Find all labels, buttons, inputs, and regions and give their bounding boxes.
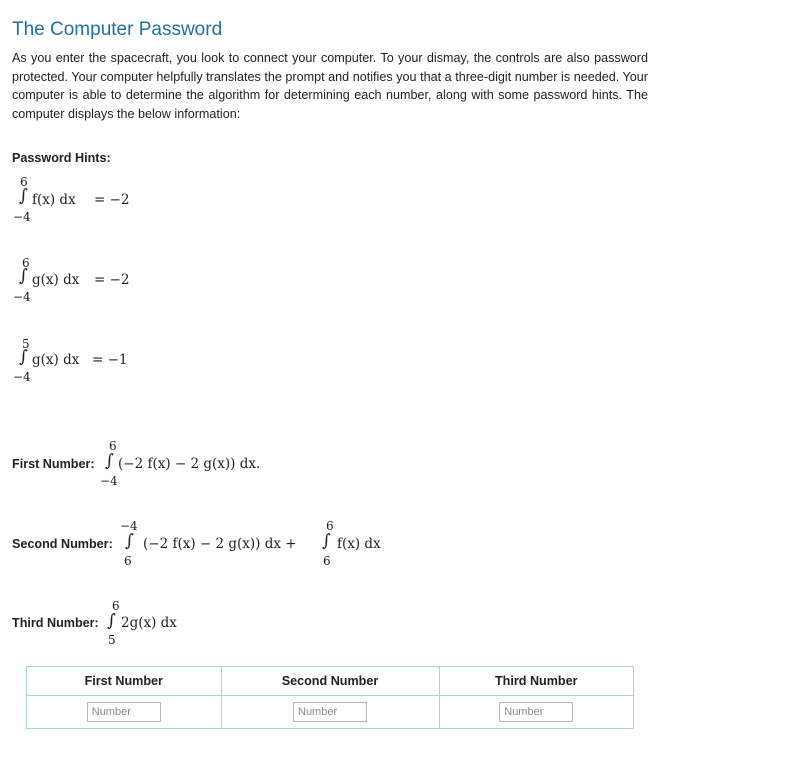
answer-table xyxy=(26,666,634,729)
hint-2-lower-limit: −4 xyxy=(13,290,31,304)
third-upper-limit: 6 xyxy=(112,599,120,613)
hint-3-lower-limit: −4 xyxy=(13,370,31,384)
integral-sign-icon: ∫ xyxy=(19,347,28,367)
first-number-input[interactable] xyxy=(87,702,161,722)
cell-second-number xyxy=(221,696,439,729)
hint-2-integrand: g(x) dx xyxy=(32,272,80,288)
second-lower-limit-1: 6 xyxy=(124,554,132,568)
second-number-label: Second Number: xyxy=(12,537,113,551)
hint-1-lower-limit: −4 xyxy=(13,210,31,224)
second-upper-limit-1: −4 xyxy=(120,519,138,533)
integral-sign-icon: ∫ xyxy=(107,611,116,631)
hint-1-integrand: f(x) dx xyxy=(32,192,76,208)
first-number-label: First Number: xyxy=(12,457,95,471)
first-upper-limit: 6 xyxy=(109,439,117,453)
third-integrand: 2g(x) dx xyxy=(121,615,177,631)
integral-sign-icon: ∫ xyxy=(105,451,114,471)
answer-table-header-row xyxy=(27,667,634,696)
integral-sign-icon: ∫ xyxy=(19,186,28,206)
hint-2-upper-limit: 6 xyxy=(22,256,30,270)
hint-1-upper-limit: 6 xyxy=(20,175,28,189)
third-number-label: Third Number: xyxy=(12,616,99,630)
intro-paragraph: As you enter the spacecraft, you look to connect your computer. To your dismay, the controls are also password protected. Your computer helpfully translates the prompt and notifies you that a three-digit number is needed. Your computer is able to determine the algorithm for determining each number, along with some password hints. The computer displays the below information: xyxy=(12,51,648,121)
hint-3-upper-limit: 5 xyxy=(22,337,30,351)
problem-content xyxy=(12,18,648,123)
second-number-input[interactable] xyxy=(293,702,367,722)
second-upper-limit-2: 6 xyxy=(326,519,334,533)
hint-1-result: = −2 xyxy=(94,192,130,208)
hint-2-result: = −2 xyxy=(94,272,130,288)
second-integrand-1: (−2 f(x) − 2 g(x)) dx + xyxy=(143,536,297,552)
integral-sign-icon: ∫ xyxy=(19,266,28,286)
page-title: The Computer Password xyxy=(12,19,223,40)
cell-third-number xyxy=(439,696,634,729)
answer-input-row xyxy=(27,696,634,729)
third-lower-limit: 5 xyxy=(108,633,116,647)
first-lower-limit: −4 xyxy=(100,474,118,488)
integral-sign-icon: ∫ xyxy=(322,531,331,551)
second-integrand-2: f(x) dx xyxy=(337,536,381,552)
hint-3-result: = −1 xyxy=(92,352,128,368)
cell-first-number xyxy=(27,696,222,729)
integral-sign-icon: ∫ xyxy=(125,531,134,551)
header-second-number: Second Number xyxy=(221,667,439,696)
header-first-number: First Number xyxy=(27,667,222,696)
second-lower-limit-2: 6 xyxy=(323,554,331,568)
hints-label: Password Hints: xyxy=(12,151,111,165)
first-integrand: (−2 f(x) − 2 g(x)) dx. xyxy=(118,456,261,472)
hint-3-integrand: g(x) dx xyxy=(32,352,80,368)
third-number-input[interactable] xyxy=(499,702,573,722)
header-third-number: Third Number xyxy=(439,667,634,696)
